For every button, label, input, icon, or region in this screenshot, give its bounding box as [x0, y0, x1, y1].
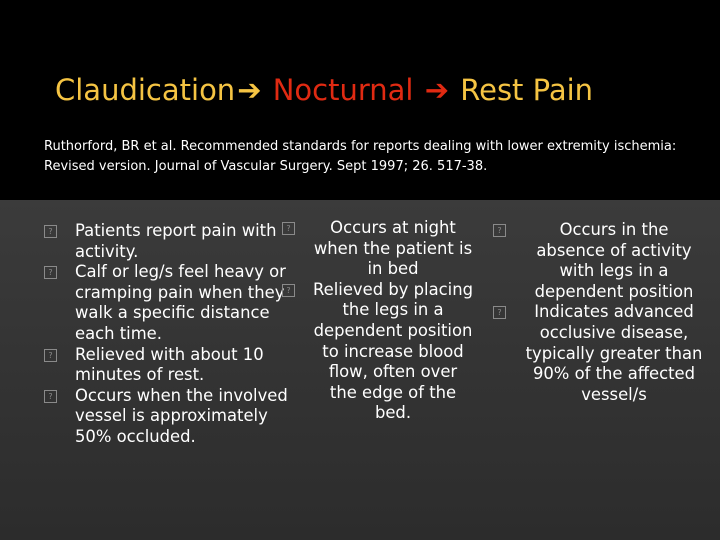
- list-item-text: Relieved by placing the legs in a dependent position to increase blood flow, often over the edge of the bed.: [313, 279, 474, 423]
- bullet-icon: ?: [282, 284, 295, 297]
- bullet-icon: ?: [493, 224, 506, 237]
- list-item: [44, 262, 294, 344]
- list-item: [44, 345, 294, 386]
- list-item-text: Indicates advanced occlusive disease, typically greater than 90% of the affected vessel/s: [525, 302, 703, 404]
- bullet-icon: ?: [44, 225, 57, 238]
- title-rest-pain: Rest Pain: [460, 73, 594, 107]
- list-item-text: Relieved with about 10 minutes of rest.: [75, 344, 264, 385]
- title-claudication: Claudication: [55, 73, 236, 107]
- rest-pain-column: [493, 220, 703, 405]
- list-item: [493, 302, 703, 405]
- slide-title: [55, 70, 695, 110]
- list-item-text: Occurs when the involved vessel is approximately 50% occluded.: [75, 385, 288, 446]
- list-item-text: Calf or leg/s feel heavy or cramping pain when they walk a specific distance each time.: [75, 262, 286, 343]
- bullet-icon: ?: [44, 266, 57, 279]
- arrow-right-icon: ➔: [237, 73, 262, 107]
- claudication-column: [44, 221, 294, 448]
- arrow-right-icon: ➔: [424, 73, 450, 107]
- nocturnal-column: [282, 218, 482, 424]
- title-nocturnal: Nocturnal: [272, 73, 414, 107]
- list-item: [282, 218, 482, 280]
- bullet-icon: ?: [282, 222, 295, 235]
- list-item: [44, 386, 294, 448]
- list-item-text: Patients report pain with activity.: [75, 221, 277, 261]
- list-item-text: Occurs at night when the patient is in bed: [313, 218, 473, 279]
- list-item: [282, 280, 482, 424]
- list-item: [44, 221, 294, 262]
- list-item-text: Occurs in the absence of activity with legs in a dependent position: [534, 220, 694, 301]
- bullet-icon: ?: [44, 390, 57, 403]
- bullet-icon: ?: [44, 349, 57, 362]
- citation: Ruthorford, BR et al. Recommended standards for reports dealing with lower extremity ischemia: Revised version. Journal of Vascular Surgery. Sept 1997; 26. 517-38.: [44, 139, 677, 174]
- list-item: [493, 220, 703, 302]
- bullet-icon: ?: [493, 306, 506, 319]
